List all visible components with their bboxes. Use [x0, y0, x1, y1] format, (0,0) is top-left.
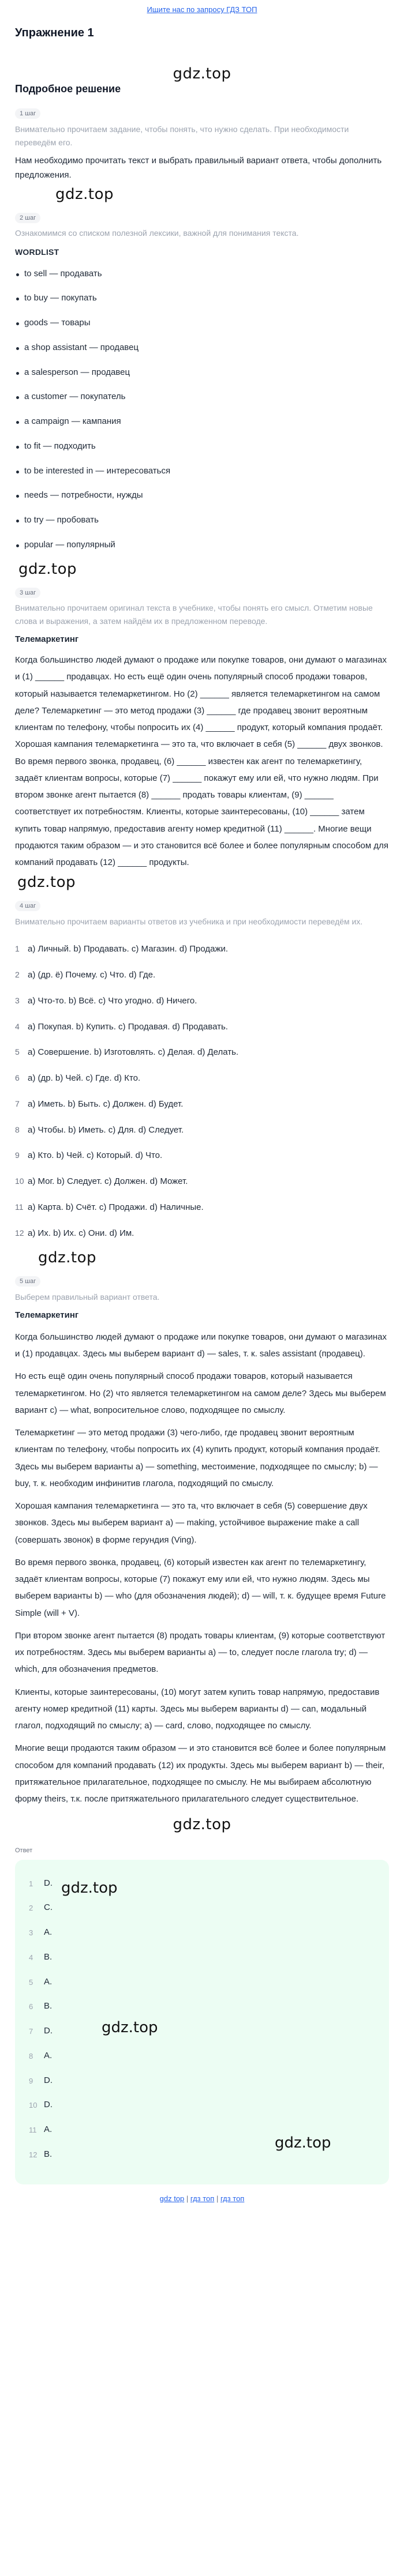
watermark: gdz.top — [18, 560, 77, 578]
watermark: gdz.top — [173, 65, 231, 83]
top-search-link[interactable]: Ищите нас по запросу ГДЗ ТОП — [147, 5, 257, 14]
explanation-paragraph: Клиенты, которые заинтересованы, (10) могут затем купить товар напрямую, предоставив агенту номер кредитной (11) карты. Здесь мы выберем варианты d) — can, модальный глагол, подходящий по смыслу; a) — card, слово, подходящее по смыслу. — [15, 1687, 380, 1731]
step-hint: Выберем правильный вариант ответа. — [15, 1292, 160, 1302]
wordlist-item: to be interested in — интересоваться — [15, 459, 389, 484]
step-badge: 3 шаг — [15, 588, 40, 598]
explanation-paragraph: Но есть ещё один очень популярный способ продажи товаров, который называется телемаркетингом. Но (2) что является телемаркетингом на самом деле? Здесь мы выберем вариант c) — what, вопросительное слово, подходящее по смыслу. — [15, 1371, 386, 1415]
text-heading: Телемаркетинг — [15, 1310, 79, 1321]
option-row: 8 a) Чтобы. b) Иметь. c) Для. d) Следует. — [15, 1125, 184, 1135]
option-row: 9 a) Кто. b) Чей. c) Который. d) Что. — [15, 1150, 163, 1161]
wordlist-item: a shop assistant — продавец — [15, 336, 389, 360]
step-text: Нам необходимо прочитать текст и выбрать правильный вариант ответа, чтобы дополнить предложения. — [15, 156, 382, 180]
answer-row: 11 A. — [29, 2124, 53, 2135]
watermark: gdz.top — [55, 185, 114, 203]
step-hint: Внимательно прочитаем оригинал текста в учебнике, чтобы понять его смысл. Отметим новые слова и выражения, а затем найдём их в предложенном переводе. — [15, 603, 373, 626]
step-badge: 5 шаг — [15, 1276, 40, 1287]
option-row: 12 a) Их. b) Их. c) Они. d) Им. — [15, 1228, 134, 1238]
answer-row: 1 D. — [29, 1878, 53, 1888]
option-row: 4 a) Покупая. b) Купить. c) Продавая. d) Продавать. — [15, 1021, 228, 1032]
wordlist-item: goods — товары — [15, 311, 389, 336]
wordlist-item: a customer — покупатель — [15, 385, 389, 409]
answer-row: 8 A. — [29, 2050, 53, 2060]
option-row: 5 a) Совершение. b) Изготовлять. c) Делая. d) Делать. — [15, 1047, 239, 1058]
answer-box — [15, 1860, 389, 2184]
option-row: 11 a) Карта. b) Счёт. c) Продажи. d) Наличные. — [15, 1202, 204, 1212]
explanation-paragraph: Когда большинство людей думают о продаже или покупке товаров, они думают о магазинах и (1) продавцах. Здесь мы выберем вариант d) — sales, т. к. sales assistant (продавец). — [15, 1332, 387, 1359]
answer-row: 9 D. — [29, 2075, 53, 2085]
option-row: 7 a) Иметь. b) Быть. c) Должен. d) Будет. — [15, 1099, 184, 1109]
text-heading: Телемаркетинг — [15, 634, 79, 645]
step-badge: 4 шаг — [15, 901, 40, 911]
answer-row: 6 B. — [29, 2001, 53, 2011]
wordlist-item: to buy — покупать — [15, 286, 389, 311]
wordlist-item: to try — пробовать — [15, 508, 389, 533]
step-hint: Внимательно прочитаем задание, чтобы понять, что нужно сделать. При необходимости переведём его. — [15, 124, 349, 147]
wordlist-item: a salesperson — продавец — [15, 360, 389, 385]
answer-row: 7 D. — [29, 2026, 53, 2036]
options-list — [15, 937, 389, 1246]
explanation-block — [15, 1329, 389, 1808]
wordlist-item: to fit — подходить — [15, 434, 389, 459]
wordlist-item: to sell — продавать — [15, 262, 389, 287]
wordlist-item: a campaign — кампания — [15, 409, 389, 434]
option-row: 1 a) Личный. b) Продавать. c) Магазин. d) Продажи. — [15, 944, 229, 954]
wordlist-item: needs — потребности, нужды — [15, 483, 389, 508]
step-hint: Внимательно прочитаем варианты ответов из учебника и при необходимости переведём их. — [15, 917, 363, 927]
footer-links: gdz top | гдз топ | гдз топ — [159, 2194, 245, 2203]
answer-row: 3 A. — [29, 1927, 53, 1938]
explanation-paragraph: Телемаркетинг — это метод продажи (3) чего-либо, где продавец звонит вероятным клиентам по телефону, чтобы попросить их (4) купить продукт, который компания продаёт. Здесь мы выберем варианты a) — something, местоимение, подходящее по смыслу; b) — buy, т. к. необходим инфинитив глагола, подходящий по смыслу. — [15, 1428, 380, 1488]
answer-row: 2 C. — [29, 1902, 53, 1913]
footer-link[interactable]: гдз топ — [190, 2194, 215, 2203]
watermark: gdz.top — [173, 1816, 231, 1834]
solution-subtitle: Подробное решение — [15, 83, 121, 95]
explanation-paragraph: Во время первого звонка, продавец, (6) который известен как агент по телемаркетингу, задаёт клиентам вопросы, которые (7) покажут ему или ей, что нужно людям. Здесь мы выберем варианты b) — who (для обозначения людей); d) — will, т. к. будущее время Future Simple (will + V). — [15, 1557, 386, 1618]
option-row: 3 a) Что-то. b) Всё. c) Что угодно. d) Ничего. — [15, 995, 197, 1006]
explanation-paragraph: При втором звонке агент пытается (8) продать товары клиентам, (9) которые соответствуют их потребностям. Здесь мы выберем варианты a) — to, следует после глагола try; d) — which, для обозначения предметов. — [15, 1630, 386, 1675]
wordlist — [15, 262, 389, 558]
option-row: 10 a) Мог. b) Следует. c) Должен. d) Может. — [15, 1176, 188, 1187]
exercise-title: Упражнение 1 — [15, 27, 94, 40]
watermark: gdz.top — [102, 2018, 158, 2036]
footer-link[interactable]: gdz top — [159, 2194, 185, 2203]
watermark: gdz.top — [17, 874, 76, 892]
step-5 — [15, 1269, 389, 1807]
step-badge: 1 шаг — [15, 108, 40, 119]
option-row: 6 a) (др. b) Чей. c) Где. d) Кто. — [15, 1073, 141, 1084]
answer-row: 5 A. — [29, 1976, 53, 1987]
footer-link[interactable]: гдз топ — [220, 2194, 245, 2203]
wordlist-heading: WORDLIST — [15, 247, 59, 257]
answer-row: 12 B. — [29, 2149, 53, 2159]
watermark: gdz.top — [38, 1249, 97, 1267]
step-hint: Ознакомимся со списком полезной лексики, важной для понимания текста. — [15, 228, 299, 238]
answer-row: 10 D. — [29, 2100, 53, 2110]
step-badge: 2 шаг — [15, 213, 40, 223]
answer-label: Ответ — [15, 1847, 33, 1855]
step-3 — [15, 581, 389, 871]
step-2 — [15, 206, 389, 558]
step-1 — [15, 101, 389, 182]
option-row: 2 a) (др. ё) Почему. c) Что. d) Где. — [15, 970, 156, 980]
wordlist-item: popular — популярный — [15, 533, 389, 558]
watermark: gdz.top — [61, 1879, 118, 1897]
step-4 — [15, 894, 389, 1246]
watermark: gdz.top — [275, 2134, 331, 2152]
answer-row: 4 B. — [29, 1951, 53, 1962]
explanation-paragraph: Хорошая кампания телемаркетинга — это та, что включает в себя (5) совершение двух звонков. Здесь мы выберем вариант a) — making, устойчивое выражение make a call (совершать звонок) в форме герундия (Ving). — [15, 1501, 368, 1545]
original-text-translation: Когда большинство людей думают о продаже или покупке товаров, они думают о магазинах и (1) ______ продавцах. Но есть ещё один очень популярный способ продажи товаров, который называется телемаркетингом. Но (2) ______ является телемаркетингом на самом деле? Телемаркетинг — это метод продажи (3) ______ где продавец звонит вероятным клиентам по телефону, чтобы попросить их (4) ______ продукт, который компания продаёт. Хорошая кампания телемаркетинга — это та, что включает в себя (5) ______ двух звонков. Во время первого звонка, продавец, (6) ______ известен как агент по телемаркетингу, задаёт клиентам вопросы, которые (7) ______ покажут ему или ей, что нужно людям. При втором звонке агент пытается (8) ______ продать товары клиентам, (9) ______ соответствует их потребностям. Клиенты, которые заинтересованы, (10) ______ затем купить товар напрямую, предоставив агенту номер кредитной (11) ______. Многие вещи продаются таким образом — и это становится всё более и более популярным способом для компаний продавать (12) ______ продукты. — [15, 655, 388, 868]
explanation-paragraph: Многие вещи продаются таким образом — и это становится всё более и более популярным способом для компаний продавать (12) их продукты. Здесь мы выберем вариант b) — their, притяжательное прилагательное, подходящее по смыслу. Не мы выбираем абсолютную форму theirs, т.к. после притяжательного прилагательного следует существительное. — [15, 1743, 386, 1804]
